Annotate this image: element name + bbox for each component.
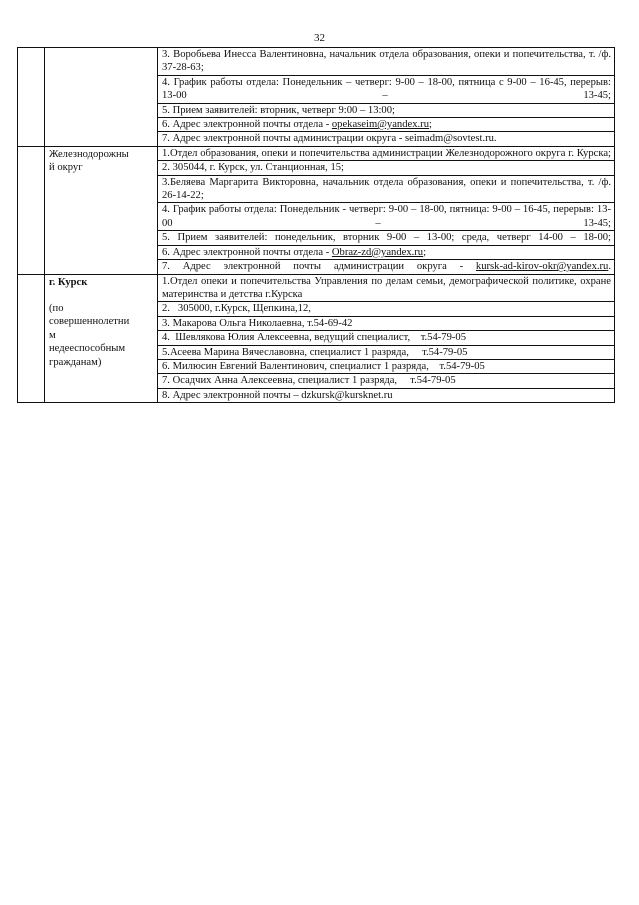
info-line: 3. Макарова Ольга Николаевна, т.54-69-42 xyxy=(158,317,614,331)
district-name-line: Железнодорожны xyxy=(49,148,129,160)
info-cell xyxy=(158,274,615,403)
info-line: 3. Воробьева Инесса Валентиновна, начальник отдела образования, опеки и попечительства, т. /ф. 37-28-63; xyxy=(158,48,614,76)
info-line: 6. Адрес электронной почты отдела - opekaseim@yandex.ru; xyxy=(158,118,614,132)
info-line: 8. Адрес электронной почты – dzkursk@kursknet.ru xyxy=(162,389,393,401)
info-cell xyxy=(158,146,615,274)
email-link[interactable]: opekaseim@yandex.ru xyxy=(331,119,429,131)
info-line: 5. Прием заявителей: понедельник, вторник 9-00 – 13-00; среда, четверг 14-00 – 18-00; xyxy=(158,231,614,245)
info-line: 4. Шевлякова Юлия Алексеевна, ведущий специалист, т.54-79-05 xyxy=(158,331,614,345)
info-line: 7. Адрес электронной почты администрации округа - kursk-ad-kirov-okr@yandex.ru. xyxy=(162,261,611,273)
email-link[interactable]: kursk-ad-kirov-okr@yandex.ru xyxy=(475,261,609,273)
district-name-line: совершеннолетни xyxy=(49,316,130,328)
info-line: 1.Отдел образования, опеки и попечительства администрации Железнодорожного округа г. Курска; xyxy=(158,147,614,161)
district-name-line: м xyxy=(49,329,56,341)
district-name-line: гражданам) xyxy=(49,356,102,368)
info-line: 1.Отдел опеки и попечительства Управления по делам семьи, демографической политике, охране материнства и детства г.Курска xyxy=(158,275,614,303)
district-cell xyxy=(45,274,158,403)
district-name-line: (по xyxy=(49,302,64,314)
index-cell xyxy=(18,274,45,403)
info-line: 3.Беляева Маргарита Викторовна, начальник отдела образования, опеки и попечительства, т. /ф. 26-14-22; xyxy=(158,176,614,204)
info-line: 6. Милюсин Евгений Валентинович, специалист 1 разряда, т.54-79-05 xyxy=(158,360,614,374)
info-cell xyxy=(158,48,615,147)
district-name-line: недееспособным xyxy=(49,343,126,355)
info-line: 5. Прием заявителей: вторник, четверг 9:00 – 13:00; xyxy=(158,104,614,118)
info-line: 6. Адрес электронной почты отдела - Obraz-zd@yandex.ru; xyxy=(158,246,614,260)
info-line: 2. 305000, г.Курск, Щепкина,12, xyxy=(158,302,614,316)
info-line: 7. Адрес электронной почты администрации округа - seimadm@sovtest.ru. xyxy=(162,133,497,145)
email-link[interactable]: Obraz-zd@yandex.ru xyxy=(331,246,424,258)
info-line: 4. График работы отдела: Понедельник - четверг: 9-00 – 18-00, пятница: 9-00 – 16-45, перерыв: 13-00 – 13-45; xyxy=(158,203,614,231)
district-name-line: й округ xyxy=(49,162,83,174)
index-cell xyxy=(18,146,45,274)
info-line: 7. Осадчих Анна Алексеевна, специалист 1 разряда, т.54-79-05 xyxy=(158,374,614,388)
district-cell xyxy=(45,48,158,147)
index-cell xyxy=(18,48,45,147)
contacts-table xyxy=(17,47,615,403)
district-title: г. Курск xyxy=(49,276,88,288)
info-line: 5.Асеева Марина Вячеславовна, специалист 1 разряда, т.54-79-05 xyxy=(158,346,614,360)
info-line: 2. 305044, г. Курск, ул. Станционная, 15; xyxy=(158,161,614,175)
page-number: 32 xyxy=(314,32,325,44)
table-row xyxy=(18,48,615,147)
district-cell xyxy=(45,146,158,274)
info-line: 4. График работы отдела: Понедельник – четверг: 9-00 – 18-00, пятница с 9-00 – 16-45, перерыв: 13-00 – 13-45; xyxy=(158,76,614,104)
table-row xyxy=(18,146,615,274)
table-row xyxy=(18,274,615,403)
